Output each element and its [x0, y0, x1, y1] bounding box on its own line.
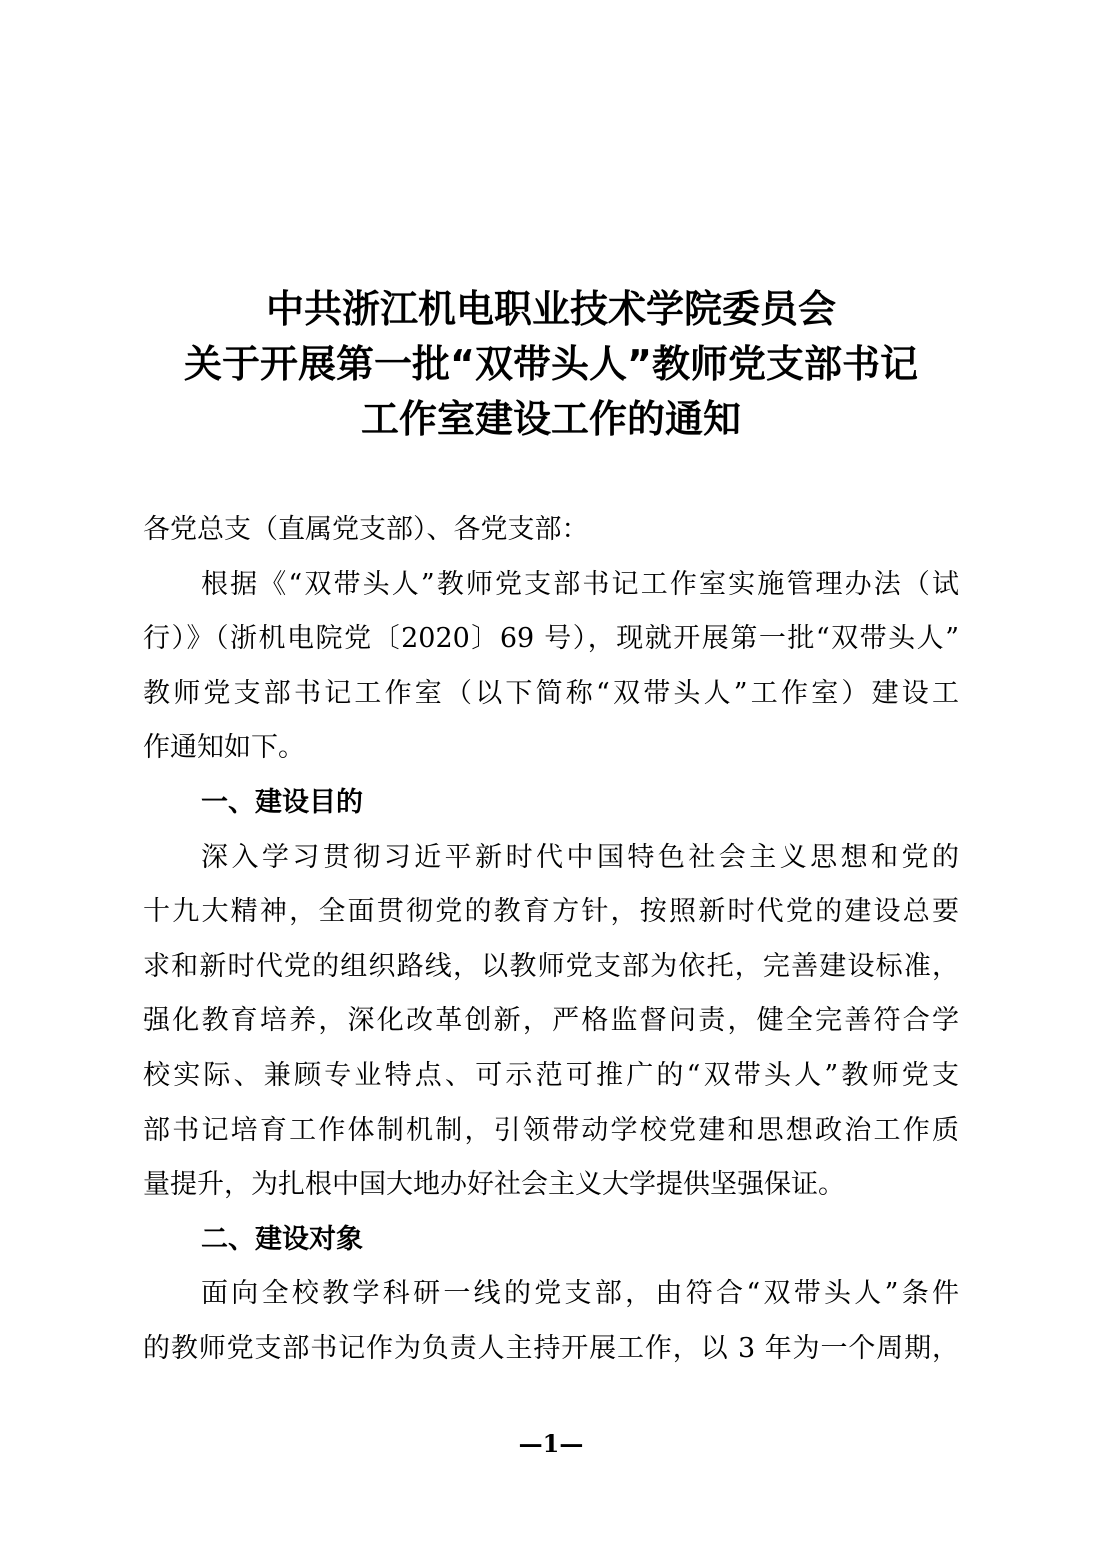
- section1-line-5: 校实际、兼顾专业特点、可示范可推广的“双带头人”教师党支: [143, 1059, 959, 1091]
- intro-line-1: 根据《“双带头人”教师党支部书记工作室实施管理办法（试: [201, 568, 959, 600]
- title-line-2: 关于开展第一批“双带头人”教师党支部书记: [184, 342, 918, 386]
- section1-line-7: 量提升，为扎根中国大地办好社会主义大学提供坚强保证。: [143, 1169, 845, 1201]
- title-line-3: 工作室建设工作的通知: [360, 397, 741, 441]
- page-number: —1—: [518, 1429, 584, 1458]
- document-title: [0, 282, 1102, 447]
- section-heading-targets: 二、建设对象: [201, 1223, 363, 1255]
- section1-line-4: 强化教育培养，深化改革创新，严格监督问责，健全完善符合学: [143, 1005, 959, 1037]
- section1-line-3: 求和新时代党的组织路线，以教师党支部为依托，完善建设标准，: [143, 950, 959, 982]
- section-heading-purpose: 一、建设目的: [201, 786, 363, 818]
- title-line-1: 中共浙江机电职业技术学院委员会: [265, 287, 836, 331]
- intro-line-2: 行）》（浙机电院党〔2020〕69 号），现就开展第一批“双带头人”: [143, 623, 959, 655]
- section1-line-1: 深入学习贯彻习近平新时代中国特色社会主义思想和党的: [201, 841, 959, 873]
- intro-line-3: 教师党支部书记工作室（以下简称“双带头人”工作室）建设工: [143, 677, 959, 709]
- document-body: [143, 503, 959, 1377]
- section1-line-6: 部书记培育工作体制机制，引领带动学校党建和思想政治工作质: [143, 1114, 959, 1146]
- salutation: 各党总支（直属党支部）、各党支部：: [143, 514, 589, 545]
- section2-line-1: 面向全校教学科研一线的党支部，由符合“双带头人”条件: [201, 1278, 959, 1310]
- section2-line-2: 的教师党支部书记作为负责人主持开展工作，以 3 年为一个周期，: [143, 1332, 959, 1364]
- section1-line-2: 十九大精神，全面贯彻党的教育方针，按照新时代党的建设总要: [143, 896, 959, 928]
- intro-line-4: 作通知如下。: [143, 732, 305, 764]
